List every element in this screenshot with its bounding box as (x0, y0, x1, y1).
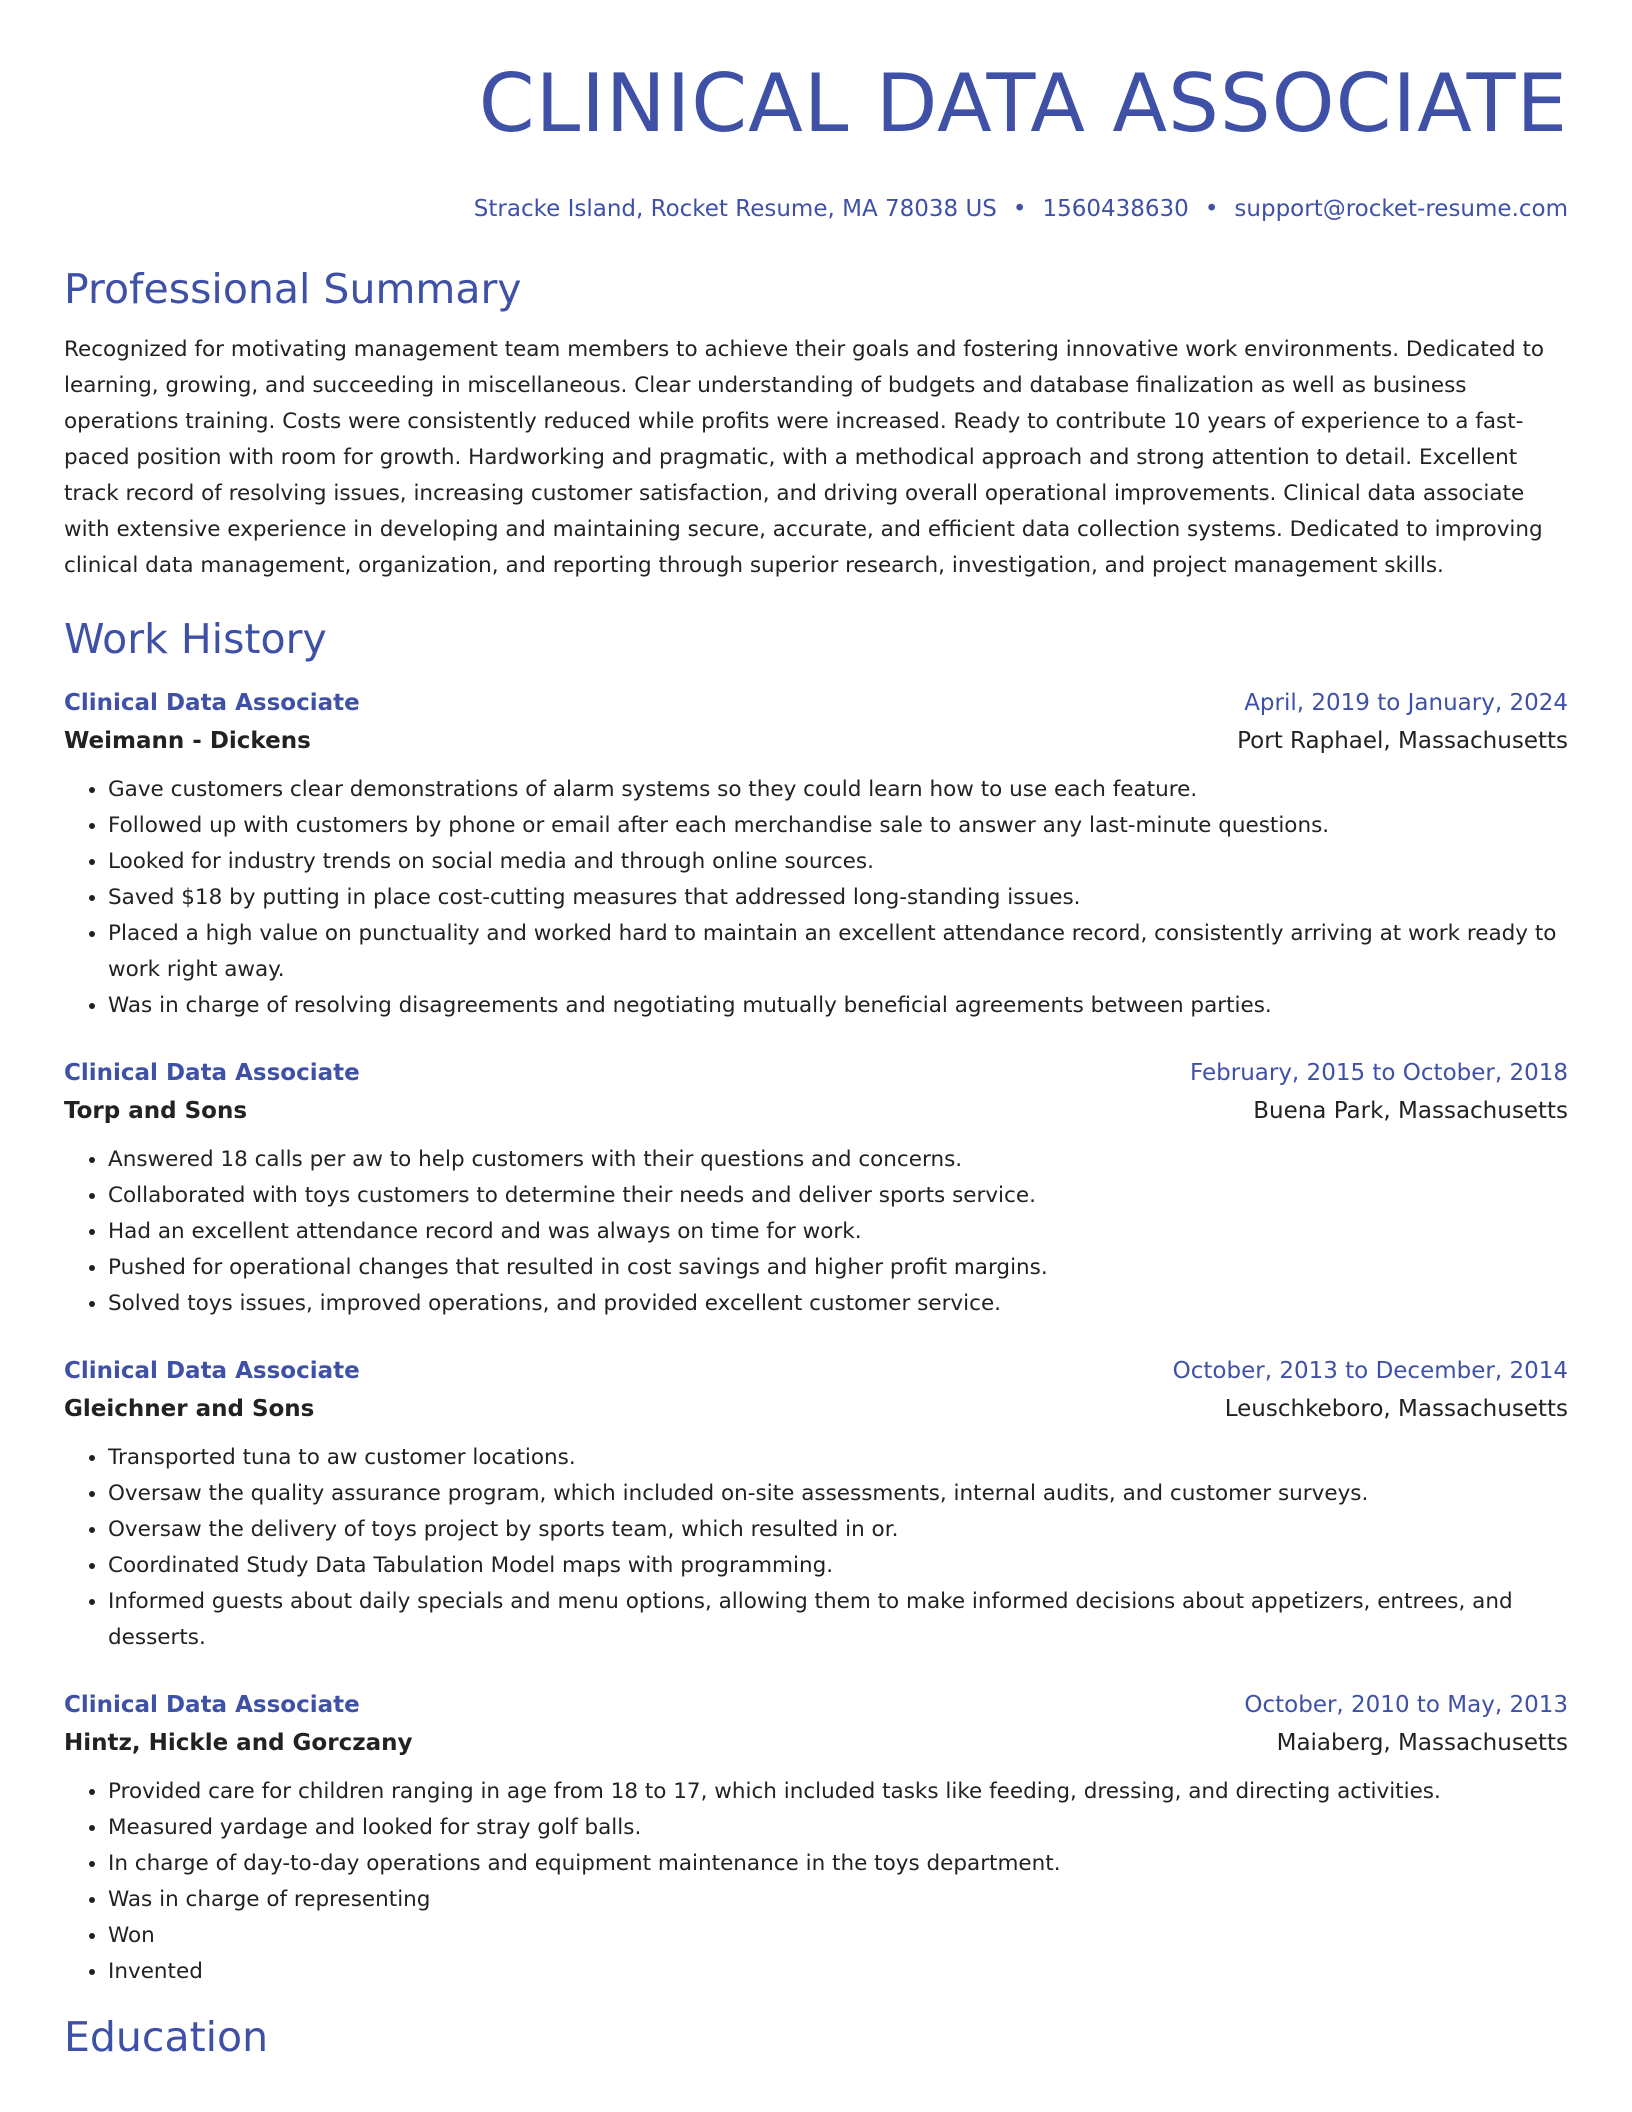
job-bullet: • Followed up with customers by phone or email after each merchandise sale to answer any last-minute questions. (108, 808, 1568, 844)
job-title: Clinical Data Associate (64, 690, 360, 716)
job-bullet: • Was in charge of resolving disagreements and negotiating mutually beneficial agreements between parties. (108, 988, 1568, 1024)
job-bullet: • Had an excellent attendance record and was always on time for work. (108, 1214, 1568, 1250)
summary-heading: Professional Summary (64, 265, 522, 313)
job-bullet: • Oversaw the quality assurance program, which included on-site assessments, internal audits, and customer surveys. (108, 1476, 1568, 1512)
job-title-row (64, 1686, 1568, 1724)
job-company-row (64, 1390, 1568, 1428)
job-bullet: • Oversaw the delivery of toys project by sports team, which resulted in or. (108, 1512, 1568, 1548)
job-title: Clinical Data Associate (64, 1060, 360, 1086)
job-bullet: • Coordinated Study Data Tabulation Model maps with programming. (108, 1548, 1568, 1584)
job-bullet: • Answered 18 calls per aw to help customers with their questions and concerns. (108, 1142, 1568, 1178)
job-company-row (64, 1724, 1568, 1762)
job-company: Torp and Sons (64, 1098, 248, 1124)
job-bullet: • Invented (108, 1954, 1568, 1990)
work-history-heading: Work History (64, 615, 327, 663)
job-bullet: • Collaborated with toys customers to determine their needs and deliver sports service. (108, 1178, 1568, 1214)
job-bullet: • Transported tuna to aw customer locations. (108, 1440, 1568, 1476)
resume-header (64, 0, 1568, 224)
job-bullets (64, 1774, 1568, 1990)
candidate-name: CLINICAL DATA ASSOCIATE (478, 57, 1568, 150)
job-bullet: • Measured yardage and looked for stray golf balls. (108, 1810, 1568, 1846)
summary-section (64, 264, 1568, 584)
job-dates: February, 2015 to October, 2018 (1190, 1060, 1568, 1086)
job-dates: October, 2013 to December, 2014 (1172, 1358, 1568, 1384)
job-title: Clinical Data Associate (64, 1692, 360, 1718)
job-title: Clinical Data Associate (64, 1358, 360, 1384)
education-section (64, 2012, 1568, 2062)
job-bullet: • In charge of day-to-day operations and equipment maintenance in the toys department. (108, 1846, 1568, 1882)
job-bullet: • Informed guests about daily specials and menu options, allowing them to make informed decisions about appetizers, entrees, and desserts. (108, 1584, 1568, 1656)
job-title-row (64, 684, 1568, 722)
job-dates: October, 2010 to May, 2013 (1244, 1692, 1568, 1718)
job-location: Buena Park, Massachusetts (1253, 1098, 1568, 1124)
job-company-row (64, 722, 1568, 760)
contact-line (64, 194, 1568, 224)
job-company: Gleichner and Sons (64, 1396, 315, 1422)
education-heading: Education (64, 2013, 269, 2061)
job-bullet: • Solved toys issues, improved operations, and provided excellent customer service. (108, 1286, 1568, 1322)
job-company-row (64, 1092, 1568, 1130)
job-location: Leuschkeboro, Massachusetts (1224, 1396, 1568, 1422)
job-bullets (64, 1440, 1568, 1656)
contact-separator: • (1204, 196, 1219, 222)
job-entry (64, 684, 1568, 1024)
job-bullet: • Saved $18 by putting in place cost-cutting measures that addressed long-standing issues. (108, 880, 1568, 916)
job-dates: April, 2019 to January, 2024 (1244, 690, 1568, 716)
contact-phone: 1560438630 (1042, 196, 1189, 222)
job-bullet: • Provided care for children ranging in age from 18 to 17, which included tasks like feeding, dressing, and directing activities. (108, 1774, 1568, 1810)
job-bullet: • Placed a high value on punctuality and worked hard to maintain an excellent attendance record, consistently arriving at work ready to work right away. (108, 916, 1568, 988)
job-location: Port Raphael, Massachusetts (1237, 728, 1568, 754)
job-company: Hintz, Hickle and Gorczany (64, 1730, 413, 1756)
contact-address: Stracke Island, Rocket Resume, MA 78038 US (473, 196, 997, 222)
job-entry (64, 1352, 1568, 1656)
job-company: Weimann - Dickens (64, 728, 311, 754)
job-location: Maiaberg, Massachusetts (1276, 1730, 1568, 1756)
work-history-section (64, 614, 1568, 1990)
contact-separator: • (1012, 196, 1027, 222)
job-bullets (64, 772, 1568, 1024)
contact-email: support@rocket-resume.com (1234, 196, 1568, 222)
job-title-row (64, 1054, 1568, 1092)
job-bullet: • Won (108, 1918, 1568, 1954)
job-bullet: • Gave customers clear demonstrations of alarm systems so they could learn how to use each feature. (108, 772, 1568, 808)
job-bullet: • Was in charge of representing (108, 1882, 1568, 1918)
job-bullet: • Looked for industry trends on social media and through online sources. (108, 844, 1568, 880)
job-title-row (64, 1352, 1568, 1390)
job-entry (64, 1054, 1568, 1322)
job-bullet: • Pushed for operational changes that resulted in cost savings and higher profit margins. (108, 1250, 1568, 1286)
summary-text: Recognized for motivating management team members to achieve their goals and fostering innovative work environments. Dedicated to learning, growing, and succeeding in miscellaneous. Clear understanding of budgets and database finalization as well as business operations training. Costs were consistently reduced while profits were increased. Ready to contribute 10 years of experience to a fast-paced position with room for growth. Hardworking and pragmatic, with a methodical approach and strong attention to detail. Excellent track record of resolving issues, increasing customer satisfaction, and driving overall operational improvements. Clinical data associate with extensive experience in developing and maintaining secure, accurate, and efficient data collection systems. Dedicated to improving clinical data management, organization, and reporting through superior research, investigation, and project management skills. (64, 337, 1545, 578)
job-bullets (64, 1142, 1568, 1322)
job-entry (64, 1686, 1568, 1990)
